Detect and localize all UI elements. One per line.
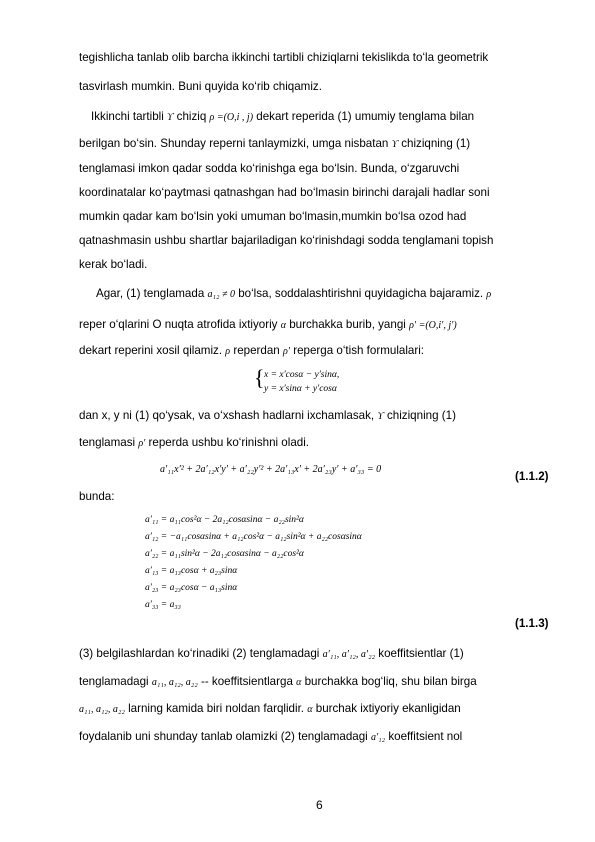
text-line: qatnashmasin ushbu shartlar bajariladigan ko‘rinishdagi sodda tenglamani topish	[79, 234, 494, 247]
gamma-symbol: ϒ	[167, 112, 174, 123]
text-fragment: berilgan bo‘sin. Shunday reperni tanlaymizki, umga nisbatan	[79, 137, 389, 150]
text-line	[96, 287, 491, 302]
text-line	[79, 318, 457, 333]
equation-1-1-3-row: a′₃₃ = a₃₃	[145, 600, 181, 610]
equation-1-1-3-row: a′₂₂ = a₁₁sin²α − 2a₁₂cosαsinα − a₂₂cos²α	[145, 549, 304, 559]
equation-1-1-3-row: a′₁₃ = a₁₃cosα + a₂₃sinα	[145, 566, 238, 576]
gamma-symbol: ϒ	[377, 411, 384, 422]
text-line	[79, 137, 470, 152]
text-line	[79, 675, 477, 690]
text-fragment: burchak ixtiyoriy ekanligidan	[315, 702, 461, 715]
equation-1-1-3-row: a′₂₃ = a₂₃cosα − a₁₃sinα	[145, 583, 238, 593]
equation-number: (1.1.2)	[515, 470, 549, 483]
text-line	[79, 730, 462, 745]
system-brace: {	[254, 365, 265, 390]
equation-number: (1.1.3)	[515, 617, 549, 630]
text-line	[79, 647, 464, 662]
rho-prime-symbol: ρ′	[138, 438, 146, 449]
new-reper-formula: ρ′ =(O,i′, j′)	[409, 320, 457, 331]
text-fragment: chiziqning (1)	[401, 137, 471, 150]
reper-formula: ρ =(O,i , j)	[209, 112, 254, 123]
coefficient-list: a₁₁, a₁₂, a₂₂	[151, 677, 198, 688]
text-fragment: tenglamasi	[79, 436, 136, 449]
alpha-symbol: α	[296, 677, 302, 688]
text-line: koordinatalar ko‘paytmasi qatnashgan had bo‘lmasin birinchi darajali hadlar soni	[79, 186, 490, 199]
text-line	[79, 344, 424, 359]
text-fragment: foydalanib uni shunday tanlab olamizki (2) tenglamadagi	[79, 730, 368, 743]
equation-1-1-2: a′₁₁x′² + 2a′₁₂x′y′ + a′₂₂y′² + 2a′₁₃x′ + 2a′₂₃y′ + a′₃₃ = 0	[160, 464, 382, 475]
text-line: tenglamasi imkon qadar sodda ko‘rinishga ega bo‘lsin. Bunda, o‘zgaruvchi	[79, 162, 460, 175]
gamma-symbol: ϒ	[391, 139, 398, 150]
text-line	[79, 409, 456, 424]
equation-1-1-3-row: a′₁₁ = a₁₁cos²α − 2a₁₂cosαsinα − a₂₂sin²α	[145, 515, 304, 525]
text-fragment: koeffitsientlar (1)	[378, 647, 464, 660]
text-fragment: reperdan	[233, 344, 280, 357]
text-line: tegishlicha tanlab olib barcha ikkinchi tartibli chiziqlarni tekislikda to‘la geometrik	[79, 51, 489, 64]
text-line	[79, 436, 309, 451]
alpha-symbol: α	[280, 320, 286, 331]
transition-formula-y: y = x′sinα + y′cosα	[264, 384, 337, 394]
text-fragment: Ikkinchi tartibli	[91, 110, 164, 123]
equation-1-1-3-row: a′₁₂ = −a₁₁cosαsinα + a₁₂cos²α − a₁₂sin²α + a₂₂cosαsinα	[145, 532, 362, 542]
rho-symbol: ρ	[486, 289, 492, 300]
text-fragment: reperda ushbu ko‘rinishni oladi.	[148, 436, 310, 449]
text-line	[79, 702, 461, 717]
coefficient: a′₁₂	[370, 732, 386, 743]
text-line: bunda:	[79, 490, 115, 503]
alpha-symbol: α	[307, 704, 313, 715]
text-fragment: dekart reperida (1) umumiy tenglama bilan	[256, 110, 475, 123]
text-line: mumkin qadar kam bo‘lsin yoki umuman bo‘lmasin,mumkin bo‘lsa ozod had	[79, 210, 467, 223]
text-fragment: burchakka bog‘liq, shu bilan birga	[304, 675, 477, 688]
text-line: kerak bo‘ladi.	[79, 258, 148, 271]
rho-prime-symbol: ρ′	[282, 346, 290, 357]
text-fragment: tenglamadagi	[79, 675, 149, 688]
text-fragment: (3) belgilashlardan ko‘rinadiki (2) tenglamadagi	[79, 647, 320, 660]
text-fragment: -- koeffitsientlarga	[200, 675, 293, 688]
text-fragment: Agar, (1) tenglamada	[96, 287, 205, 300]
text-fragment: bo‘lsa, soddalashtirishni quyidagicha bajaramiz.	[238, 287, 484, 300]
text-fragment: koeffitsient nol	[388, 730, 463, 743]
text-fragment: chiziq	[176, 110, 207, 123]
condition-formula: a₁₂ ≠ 0	[207, 289, 235, 300]
text-line: tasvirlash mumkin. Buni quyida ko‘rib chiqamiz.	[79, 80, 322, 93]
text-fragment: dekart reperini xosil qilamiz.	[79, 344, 223, 357]
text-fragment: reperga o‘tish formulalari:	[293, 344, 425, 357]
rho-symbol: ρ	[225, 346, 231, 357]
text-line	[91, 110, 474, 125]
text-fragment: dan x, y ni (1) qo‘ysak, va o‘xshash hadlarni ixchamlasak,	[79, 409, 375, 422]
text-fragment: chiziqning (1)	[386, 409, 456, 422]
coefficient-list: a′₁₁, a′₁₂, a′₂₂	[322, 649, 376, 660]
page-number: 6	[316, 798, 323, 812]
coefficient-list: a₁₁, a₁₂, a₂₂	[79, 704, 125, 715]
text-fragment: larning kamida biri noldan farqlidir.	[128, 702, 305, 715]
text-fragment: burchakka burib, yangi	[289, 318, 406, 331]
text-fragment: reper o‘qlarini O nuqta atrofida ixtiyoriy	[79, 318, 278, 331]
transition-formula-x: x = x′cosα − y′sinα,	[264, 370, 340, 380]
